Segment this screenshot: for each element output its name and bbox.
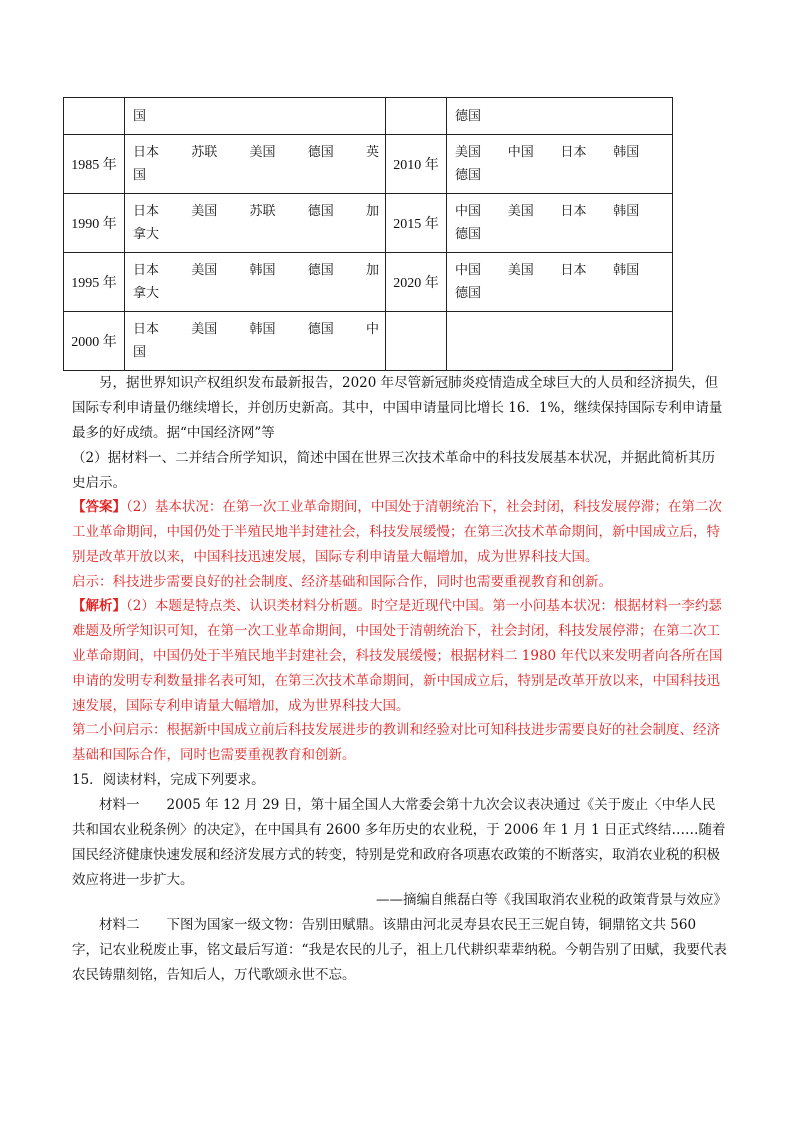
table-row — [64, 312, 673, 371]
year-cell: 2000 年 — [64, 312, 125, 371]
countries-cell: 国 — [125, 98, 386, 135]
year-cell: 2015 年 — [386, 194, 447, 253]
table-row — [64, 135, 673, 194]
year-cell — [386, 312, 447, 371]
countries-cell: 日本 美国 韩国 德国 加 拿大 — [125, 253, 386, 312]
answer-text: （2）基本状况：在第一次工业革命期间，中国处于清朝统治下，社会封闭，科技发展停滞；在第二次工业革命期间，中国仍处于半殖民地半封建社会，科技发展缓慢；在第三次技术革命期间，新中国成立后，特别是改革开放以来，中国科技迅速发展，国际专利申请量大幅增加，成为世界科技大国。 — [72, 499, 722, 565]
answer-tag: 【答案】 — [72, 499, 126, 515]
year-cell: 1990 年 — [64, 194, 125, 253]
analysis-text: （2）本题是特点类、认识类材料分析题。时空是近现代中国。第一小问基本状况：根据材料一李约瑟难题及所学知识可知，在第一次工业革命期间，中国处于清朝统治下，社会封闭，科技发展停滞；在第二次工业革命期间，中国仍处于半殖民地半封建社会，科技发展缓慢；根据材料二 1980 年代以来发明者向各所在国申请的发明专利数量排名表可知，在第三次技术革命期间，新中国成立后，特别是改革开放以来，中国科技迅速发展，国际专利申请量大幅增加，成为世界科技大国。 — [72, 598, 723, 714]
countries-cell: 日本 美国 苏联 德国 加 拿大 — [125, 194, 386, 253]
analysis-tag: 【解析】 — [72, 598, 126, 614]
question-2: （2）据材料一、二并结合所学知识，简述中国在世界三次技术革命中的科技发展基本状况，并据此简析其历史启示。 — [72, 450, 716, 491]
countries-cell: 日本 苏联 美国 德国 英 国 — [125, 135, 386, 194]
year-cell: 1985 年 — [64, 135, 125, 194]
table-row — [64, 98, 673, 135]
inspiration-text: 启示：科技进步需要良好的社会制度、经济基础和国际合作，同时也需要重视教育和创新。 — [72, 574, 612, 590]
question-15: 15．阅读材料，完成下列要求。 — [72, 772, 265, 788]
countries-cell: 日本 美国 韩国 德国 中 国 — [125, 312, 386, 371]
countries-cell: 中国 美国 日本 韩国 德国 — [447, 194, 673, 253]
material-one-source: ——摘编自熊磊白等《我国取消农业税的政策背景与效应》 — [376, 892, 727, 908]
countries-cell: 美国 中国 日本 韩国 德国 — [447, 135, 673, 194]
year-cell: 1995 年 — [64, 253, 125, 312]
analysis-second-part: 第二小问启示：根据新中国成立前后科技发展进步的教训和经验对比可知科技进步需要良好的社会制度、经济基础和国际合作，同时也需要重视教育和创新。 — [72, 722, 720, 763]
year-cell — [386, 98, 447, 135]
countries-cell: 中国 美国 日本 韩国 德国 — [447, 253, 673, 312]
year-cell — [64, 98, 125, 135]
year-cell: 2020 年 — [386, 253, 447, 312]
year-cell: 2010 年 — [386, 135, 447, 194]
patent-ranking-table — [63, 97, 673, 371]
table-row — [64, 253, 673, 312]
analysis-block — [72, 594, 727, 719]
material-two: 材料二 下图为国家一级文物：告别田赋鼎。该鼎由河北灵寿县农民王三妮自铸，铜鼎铭文共 560 字，记农业税废止事，铭文最后写道：“我是农民的儿子，祖上几代耕织辈辈纳税。今朝告别了田赋，我要代表农民铸鼎刻铭，告知后人，万代歌颂永世不忘。 — [72, 917, 727, 983]
countries-cell — [447, 312, 673, 371]
material-note-paragraph: 另，据世界知识产权组织发布最新报告，2020 年尽管新冠肺炎疫情造成全球巨大的人员和经济损失，但国际专利申请量仍继续增长，并创历史新高。其中，中国申请量同比增长 16．1%，继续保持国际专利申请量最多的好成绩。据“中国经济网”等 — [72, 375, 723, 441]
table-row — [64, 194, 673, 253]
countries-cell: 德国 — [447, 98, 673, 135]
material-one: 材料一 2005 年 12 月 29 日，第十届全国人大常委会第十九次会议表决通过《关于废止〈中华人民共和国农业税条例〉的决定》，在中国具有 2600 多年历史的农业税，于 2006 年 1 月 1 日正式终结……随着国民经济健康快速发展和经济发展方式的转变，特别是党和政府各项惠农政策的不断落实，取消农业税的积极效应将进一步扩大。 — [72, 797, 726, 888]
answer-block — [72, 495, 727, 570]
